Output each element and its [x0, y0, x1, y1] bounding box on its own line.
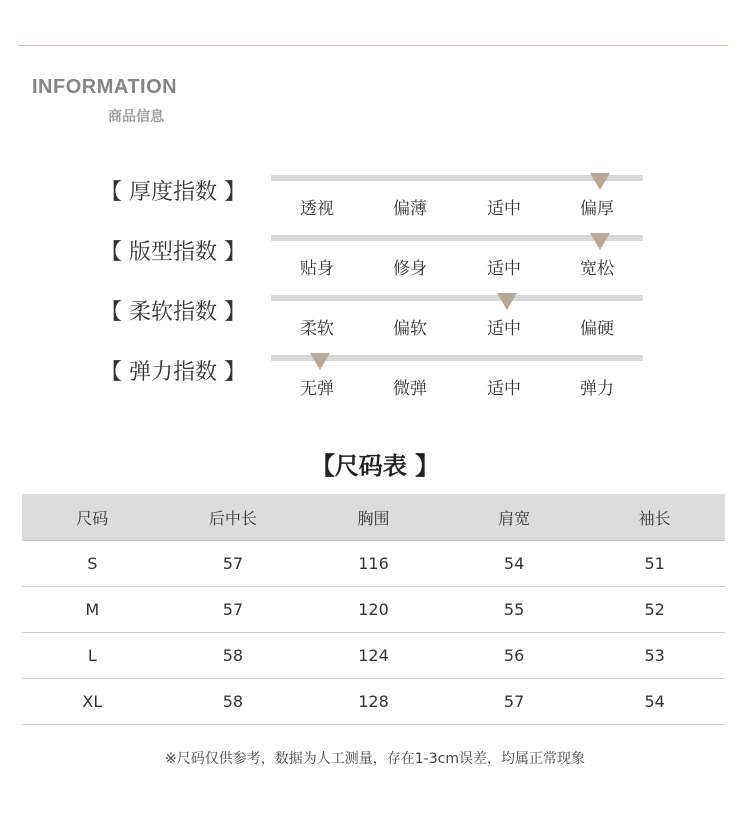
index-marker-icon	[310, 353, 330, 370]
table-header-row	[22, 494, 725, 541]
table-row	[22, 541, 725, 587]
cell-sleeve: 53	[584, 633, 725, 679]
cell-sleeve: 54	[584, 679, 725, 725]
index-option: 偏软	[393, 319, 427, 339]
top-divider	[18, 45, 728, 46]
cell-chest: 124	[303, 633, 444, 679]
cell-shoulder: 57	[444, 679, 585, 725]
table-row	[22, 633, 725, 679]
index-scale-bar	[271, 175, 643, 181]
cell-size: M	[22, 587, 163, 633]
index-row-elasticity	[0, 355, 750, 415]
index-scale-bar	[271, 235, 643, 241]
index-marker-icon	[590, 233, 610, 250]
size-chart-table	[22, 494, 725, 725]
size-chart-title: 【尺码表 】	[310, 452, 440, 480]
index-option: 贴身	[300, 259, 334, 279]
index-label: 【 弹力指数 】	[100, 360, 246, 385]
index-label: 【 版型指数 】	[100, 240, 246, 265]
cell-chest: 116	[303, 541, 444, 587]
cell-back-length: 58	[163, 633, 304, 679]
section-title-cn: 商品信息	[108, 109, 164, 125]
table-row	[22, 587, 725, 633]
cell-shoulder: 54	[444, 541, 585, 587]
index-row-softness	[0, 295, 750, 355]
header-sleeve: 袖长	[584, 494, 725, 541]
index-option: 修身	[393, 259, 427, 279]
index-option: 无弹	[300, 379, 334, 399]
index-option: 适中	[487, 379, 521, 399]
index-option: 宽松	[580, 259, 614, 279]
cell-back-length: 57	[163, 541, 304, 587]
cell-sleeve: 51	[584, 541, 725, 587]
cell-shoulder: 56	[444, 633, 585, 679]
cell-size: XL	[22, 679, 163, 725]
index-option: 透视	[300, 199, 334, 219]
header-back-length: 后中长	[163, 494, 304, 541]
index-option: 适中	[487, 319, 521, 339]
index-option: 偏硬	[580, 319, 614, 339]
header-shoulder: 肩宽	[444, 494, 585, 541]
index-option: 适中	[487, 199, 521, 219]
section-title-en: INFORMATION	[32, 76, 178, 98]
index-option: 偏厚	[580, 199, 614, 219]
index-option: 柔软	[300, 319, 334, 339]
cell-size: S	[22, 541, 163, 587]
header-size: 尺码	[22, 494, 163, 541]
index-label: 【 厚度指数 】	[100, 180, 246, 205]
cell-back-length: 57	[163, 587, 304, 633]
cell-back-length: 58	[163, 679, 304, 725]
cell-shoulder: 55	[444, 587, 585, 633]
index-row-thickness	[0, 175, 750, 235]
size-note: ※尺码仅供参考，数据为人工测量，存在1-3cm误差，均属正常现象	[165, 751, 585, 767]
cell-sleeve: 52	[584, 587, 725, 633]
index-option: 适中	[487, 259, 521, 279]
cell-size: L	[22, 633, 163, 679]
cell-chest: 120	[303, 587, 444, 633]
index-marker-icon	[497, 293, 517, 310]
cell-chest: 128	[303, 679, 444, 725]
index-scale-bar	[271, 295, 643, 301]
index-option: 微弹	[393, 379, 427, 399]
header-chest: 胸围	[303, 494, 444, 541]
index-row-fit	[0, 235, 750, 295]
index-marker-icon	[590, 173, 610, 190]
index-option: 弹力	[580, 379, 614, 399]
index-option: 偏薄	[393, 199, 427, 219]
index-label: 【 柔软指数 】	[100, 300, 246, 325]
table-row	[22, 679, 725, 725]
